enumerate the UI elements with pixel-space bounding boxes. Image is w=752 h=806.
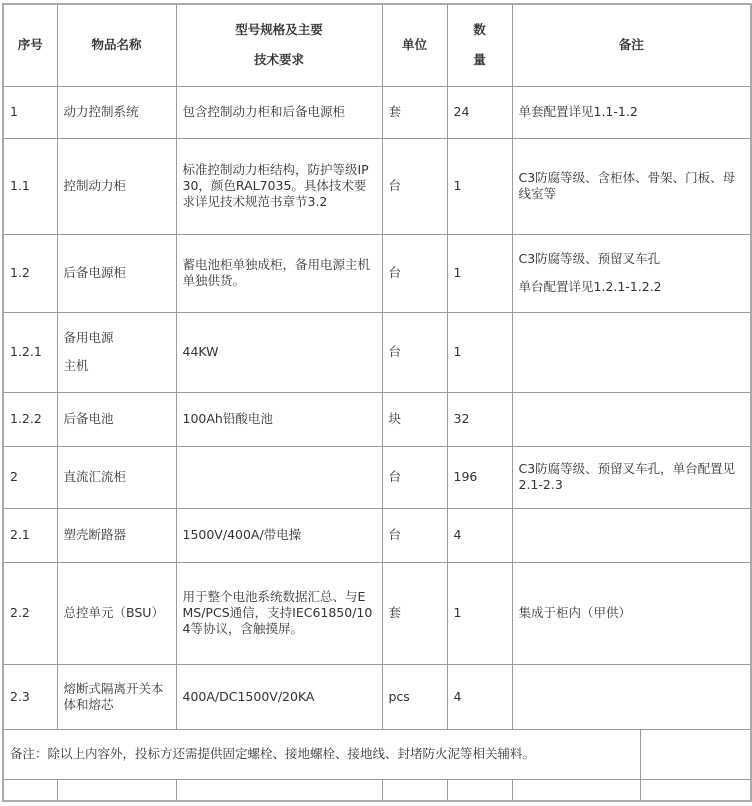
cell-no: 2.2 <box>3 562 57 664</box>
cell-remark <box>512 392 751 446</box>
cell-name: 熔断式隔离开关本体和熔芯 <box>57 664 176 729</box>
cell-name: 后备电池 <box>57 392 176 446</box>
cell-spec: 用于整个电池系统数据汇总、与EMS/PCS通信，支持IEC61850/104等协议，含触摸屏。 <box>176 562 382 664</box>
table-row <box>3 562 751 664</box>
cell-qty: 1 <box>447 138 512 234</box>
cell-name: 塑壳断路器 <box>57 508 176 562</box>
header-no: 序号 <box>3 4 57 86</box>
cell-name: 总控单元（BSU） <box>57 562 176 664</box>
cell-remark <box>512 312 751 392</box>
cell-spec: 100Ah铅酸电池 <box>176 392 382 446</box>
table-row <box>3 312 751 392</box>
note-text: 备注：除以上内容外，投标方还需提供固定螺栓、接地螺栓、接地线、封堵防火泥等相关辅料。 <box>3 729 640 779</box>
cell-qty: 196 <box>447 446 512 508</box>
table-row <box>3 86 751 138</box>
cell-remark: C3防腐等级、预留叉车孔，单台配置见2.1-2.3 <box>512 446 751 508</box>
cell-unit: 台 <box>382 312 447 392</box>
cell-qty: 1 <box>447 312 512 392</box>
cell-remark: 单套配置详见1.1-1.2 <box>512 86 751 138</box>
table-row <box>3 392 751 446</box>
cell-remark <box>512 664 751 729</box>
remark-line2: 单台配置详见1.2.1-1.2.2 <box>518 279 662 294</box>
name-line1: 备用电源 <box>63 330 114 345</box>
cell-qty: 4 <box>447 664 512 729</box>
empty-cell <box>3 779 57 801</box>
header-spec <box>176 4 382 86</box>
cell-no: 1 <box>3 86 57 138</box>
header-spec-line2: 技术要求 <box>253 52 304 68</box>
cell-unit: 台 <box>382 508 447 562</box>
cell-qty: 1 <box>447 234 512 312</box>
name-line2: 主机 <box>63 358 89 373</box>
cell-unit: 台 <box>382 446 447 508</box>
cell-name: 直流汇流柜 <box>57 446 176 508</box>
note-row <box>3 729 751 779</box>
equipment-table <box>2 3 752 802</box>
table-row <box>3 508 751 562</box>
cell-unit: 块 <box>382 392 447 446</box>
cell-no: 1.2.1 <box>3 312 57 392</box>
table-row <box>3 664 751 729</box>
table-row <box>3 446 751 508</box>
cell-spec: 1500V/400A/带电操 <box>176 508 382 562</box>
cell-name: 控制动力柜 <box>57 138 176 234</box>
cell-no: 1.1 <box>3 138 57 234</box>
header-spec-line1: 型号规格及主要 <box>235 22 323 38</box>
cell-qty: 32 <box>447 392 512 446</box>
remark-line1: C3防腐等级、预留叉车孔 <box>518 251 661 266</box>
cell-remark: C3防腐等级、含柜体、骨架、门板、母线室等 <box>512 138 751 234</box>
empty-row <box>3 779 751 801</box>
empty-cell <box>176 779 382 801</box>
cell-no: 2.1 <box>3 508 57 562</box>
empty-cell <box>512 779 640 801</box>
cell-spec: 包含控制动力柜和后备电源柜 <box>176 86 382 138</box>
cell-remark <box>512 508 751 562</box>
empty-cell <box>640 779 751 801</box>
table-row <box>3 138 751 234</box>
cell-unit: 台 <box>382 138 447 234</box>
cell-remark: 集成于柜内（甲供） <box>512 562 751 664</box>
header-qty-line2: 量 <box>473 52 486 68</box>
cell-remark <box>512 234 751 312</box>
header-remark: 备注 <box>512 4 751 86</box>
header-qty <box>447 4 512 86</box>
cell-no: 2.3 <box>3 664 57 729</box>
cell-name: 动力控制系统 <box>57 86 176 138</box>
cell-no: 2 <box>3 446 57 508</box>
header-name: 物品名称 <box>57 4 176 86</box>
cell-no: 1.2.2 <box>3 392 57 446</box>
header-row <box>3 4 751 86</box>
cell-qty: 24 <box>447 86 512 138</box>
header-unit: 单位 <box>382 4 447 86</box>
empty-cell <box>447 779 512 801</box>
cell-spec: 400A/DC1500V/20KA <box>176 664 382 729</box>
cell-unit: pcs <box>382 664 447 729</box>
cell-name <box>57 312 176 392</box>
cell-spec: 蓄电池柜单独成柜，备用电源主机单独供货。 <box>176 234 382 312</box>
cell-spec: 标准控制动力柜结构，防护等级IP30，颜色RAL7035。具体技术要求详见技术规范书章节3.2 <box>176 138 382 234</box>
cell-name: 后备电源柜 <box>57 234 176 312</box>
note-empty-cell <box>640 729 751 779</box>
cell-qty: 1 <box>447 562 512 664</box>
cell-spec <box>176 446 382 508</box>
empty-cell <box>57 779 176 801</box>
cell-unit: 套 <box>382 86 447 138</box>
empty-cell <box>382 779 447 801</box>
cell-qty: 4 <box>447 508 512 562</box>
cell-no: 1.2 <box>3 234 57 312</box>
cell-unit: 台 <box>382 234 447 312</box>
cell-unit: 套 <box>382 562 447 664</box>
cell-spec: 44KW <box>176 312 382 392</box>
table-row <box>3 234 751 312</box>
header-qty-line1: 数 <box>473 22 486 38</box>
